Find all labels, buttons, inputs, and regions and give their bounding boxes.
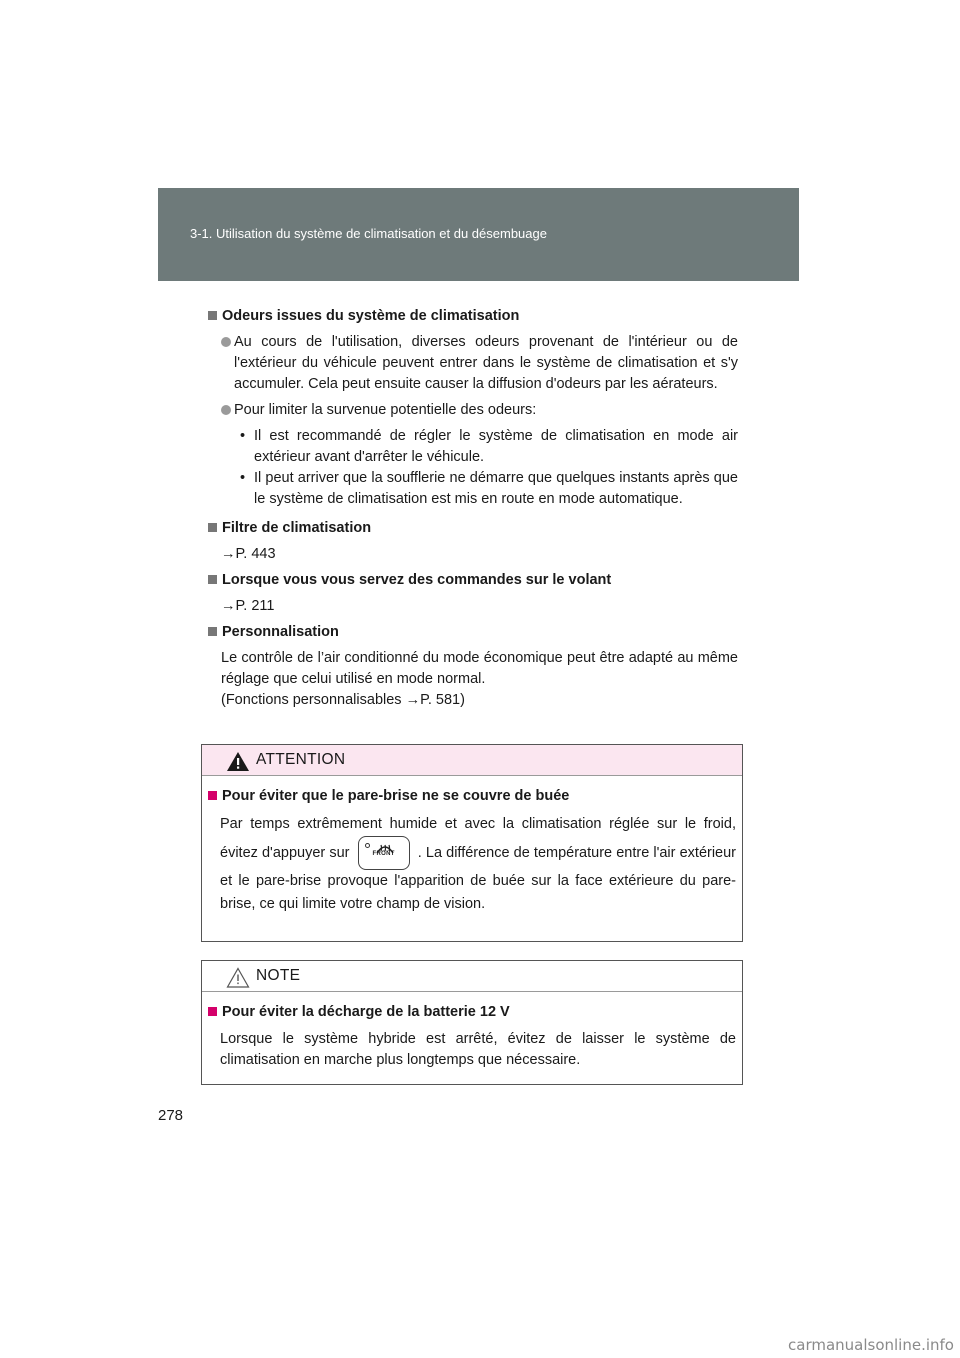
heading-filtre: Filtre de climatisation [208, 518, 738, 539]
attention-heading: Pour éviter que le pare-brise ne se couvre de buée [208, 786, 736, 807]
main-content [208, 306, 738, 711]
watermark[interactable]: carmanualsonline.info [788, 1336, 954, 1354]
sub-item: • Il peut arriver que la soufflerie ne démarre que quelques instants après que le système de climatisation est mis en route en mode automatique. [240, 470, 738, 507]
note-heading: Pour éviter la décharge de la batterie 12 V [208, 1002, 736, 1023]
heading-volant: Lorsque vous vous servez des commandes sur le volant [208, 570, 738, 591]
attention-header [202, 745, 742, 776]
attention-box [201, 744, 743, 942]
square-bullet-icon [208, 575, 217, 584]
attention-label: ATTENTION [256, 751, 346, 768]
personnalisation-text: Le contrôle de l’air conditionné du mode économique peut être adapté au même réglage que celui utilisé en mode normal. (Fonctions personnalisables →P. 581) [221, 650, 738, 708]
round-bullet-icon [221, 337, 231, 347]
note-header [202, 961, 742, 992]
square-bullet-icon [208, 791, 217, 800]
attention-text: Par temps extrêmement humide et avec la climatisation réglée sur le froid, évitez d'appuyer sur FRONT . La différence de température entre l'air extérieur et le pare-brise provoque l'apparition de buée sur la face extérieure du pare-brise, ce qui limite votre champ de vision. [220, 816, 737, 912]
page-number: 278 [158, 1107, 184, 1124]
section-title: 3-1. Utilisation du système de climatisation et du désembuage [190, 226, 547, 241]
note-text: Lorsque le système hybride est arrêté, évitez de laisser le système de climatisation en marche plus longtemps que nécessaire. [220, 1031, 736, 1068]
note-label: NOTE [256, 967, 301, 984]
warning-triangle-icon [226, 751, 250, 772]
square-bullet-icon [208, 523, 217, 532]
square-bullet-icon [208, 311, 217, 320]
heading-odeurs: Odeurs issues du système de climatisation [208, 306, 738, 327]
front-defroster-icon [358, 836, 410, 870]
sub-item: • Il est recommandé de régler le système de climatisation en mode air extérieur avant d'arrêter le véhicule. [240, 428, 738, 465]
note-box [201, 960, 743, 1085]
bullet-item: Au cours de l'utilisation, diverses odeurs provenant de l'intérieur ou de l'extérieur du véhicule peuvent entrer dans le système de climatisation et s'y accumuler. Cela peut ensuite causer la diffusion d'odeurs par les aérateurs. [208, 332, 738, 395]
warning-triangle-outline-icon [226, 967, 250, 988]
page-reference[interactable]: →P. 211 [221, 598, 275, 614]
header-band [158, 188, 799, 281]
bullet-item: Pour limiter la survenue potentielle des odeurs: [208, 400, 738, 421]
square-bullet-icon [208, 1007, 217, 1016]
page-reference[interactable]: →P. 443 [221, 546, 276, 562]
heading-personnalisation: Personnalisation [208, 622, 738, 643]
square-bullet-icon [208, 627, 217, 636]
front-label: FRONT [372, 851, 395, 857]
round-bullet-icon [221, 405, 231, 415]
